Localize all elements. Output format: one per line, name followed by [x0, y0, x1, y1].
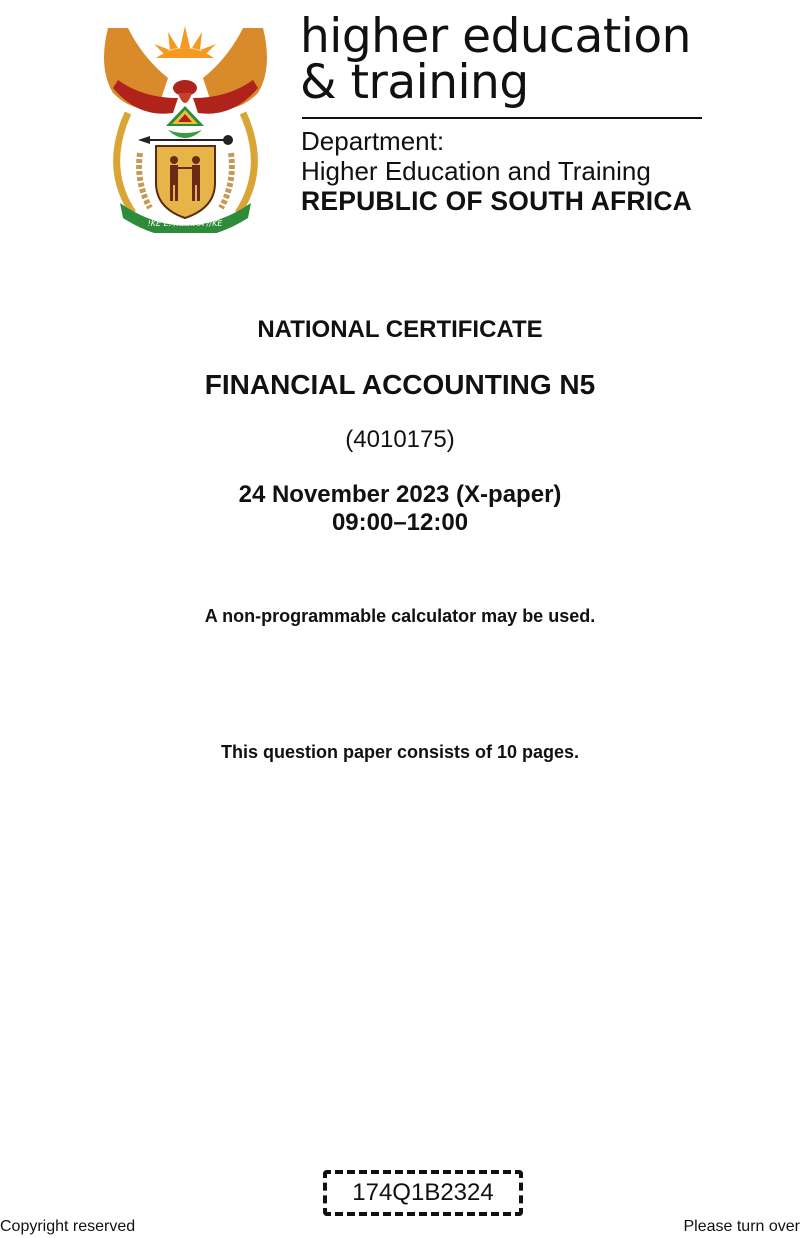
subject-title: FINANCIAL ACCOUNTING N5 — [204, 369, 596, 400]
certificate-title: NATIONAL CERTIFICATE — [257, 316, 543, 343]
exam-schedule — [0, 481, 800, 537]
svg-text:!KE E: /XARRA //KE: !KE E: /XARRA //KE — [147, 219, 223, 228]
pages-note: This question paper consists of 10 pages. — [220, 742, 580, 762]
department-label: Department: — [301, 126, 445, 156]
copyright-notice: Copyright reserved — [0, 1218, 136, 1235]
brand-line-2: & training — [300, 55, 529, 110]
coat-of-arms-icon — [98, 18, 273, 233]
paper-code-box: 174Q1B2324 — [323, 1170, 523, 1216]
brand-title — [300, 9, 691, 110]
exam-date: 24 November 2023 (X-paper) — [238, 481, 562, 508]
brand-line-1: higher education — [300, 9, 691, 64]
coat-of-arms-logo — [98, 18, 273, 233]
calculator-note: A non-programmable calculator may be used. — [204, 606, 596, 626]
subject-code: (4010175) — [345, 426, 455, 453]
department-block — [301, 126, 692, 216]
department-name: Higher Education and Training — [301, 156, 651, 186]
brand-divider — [302, 117, 702, 119]
exam-time: 09:00–12:00 — [331, 509, 469, 536]
turn-over-notice: Please turn over — [683, 1218, 800, 1235]
country-name: REPUBLIC OF SOUTH AFRICA — [301, 186, 693, 216]
